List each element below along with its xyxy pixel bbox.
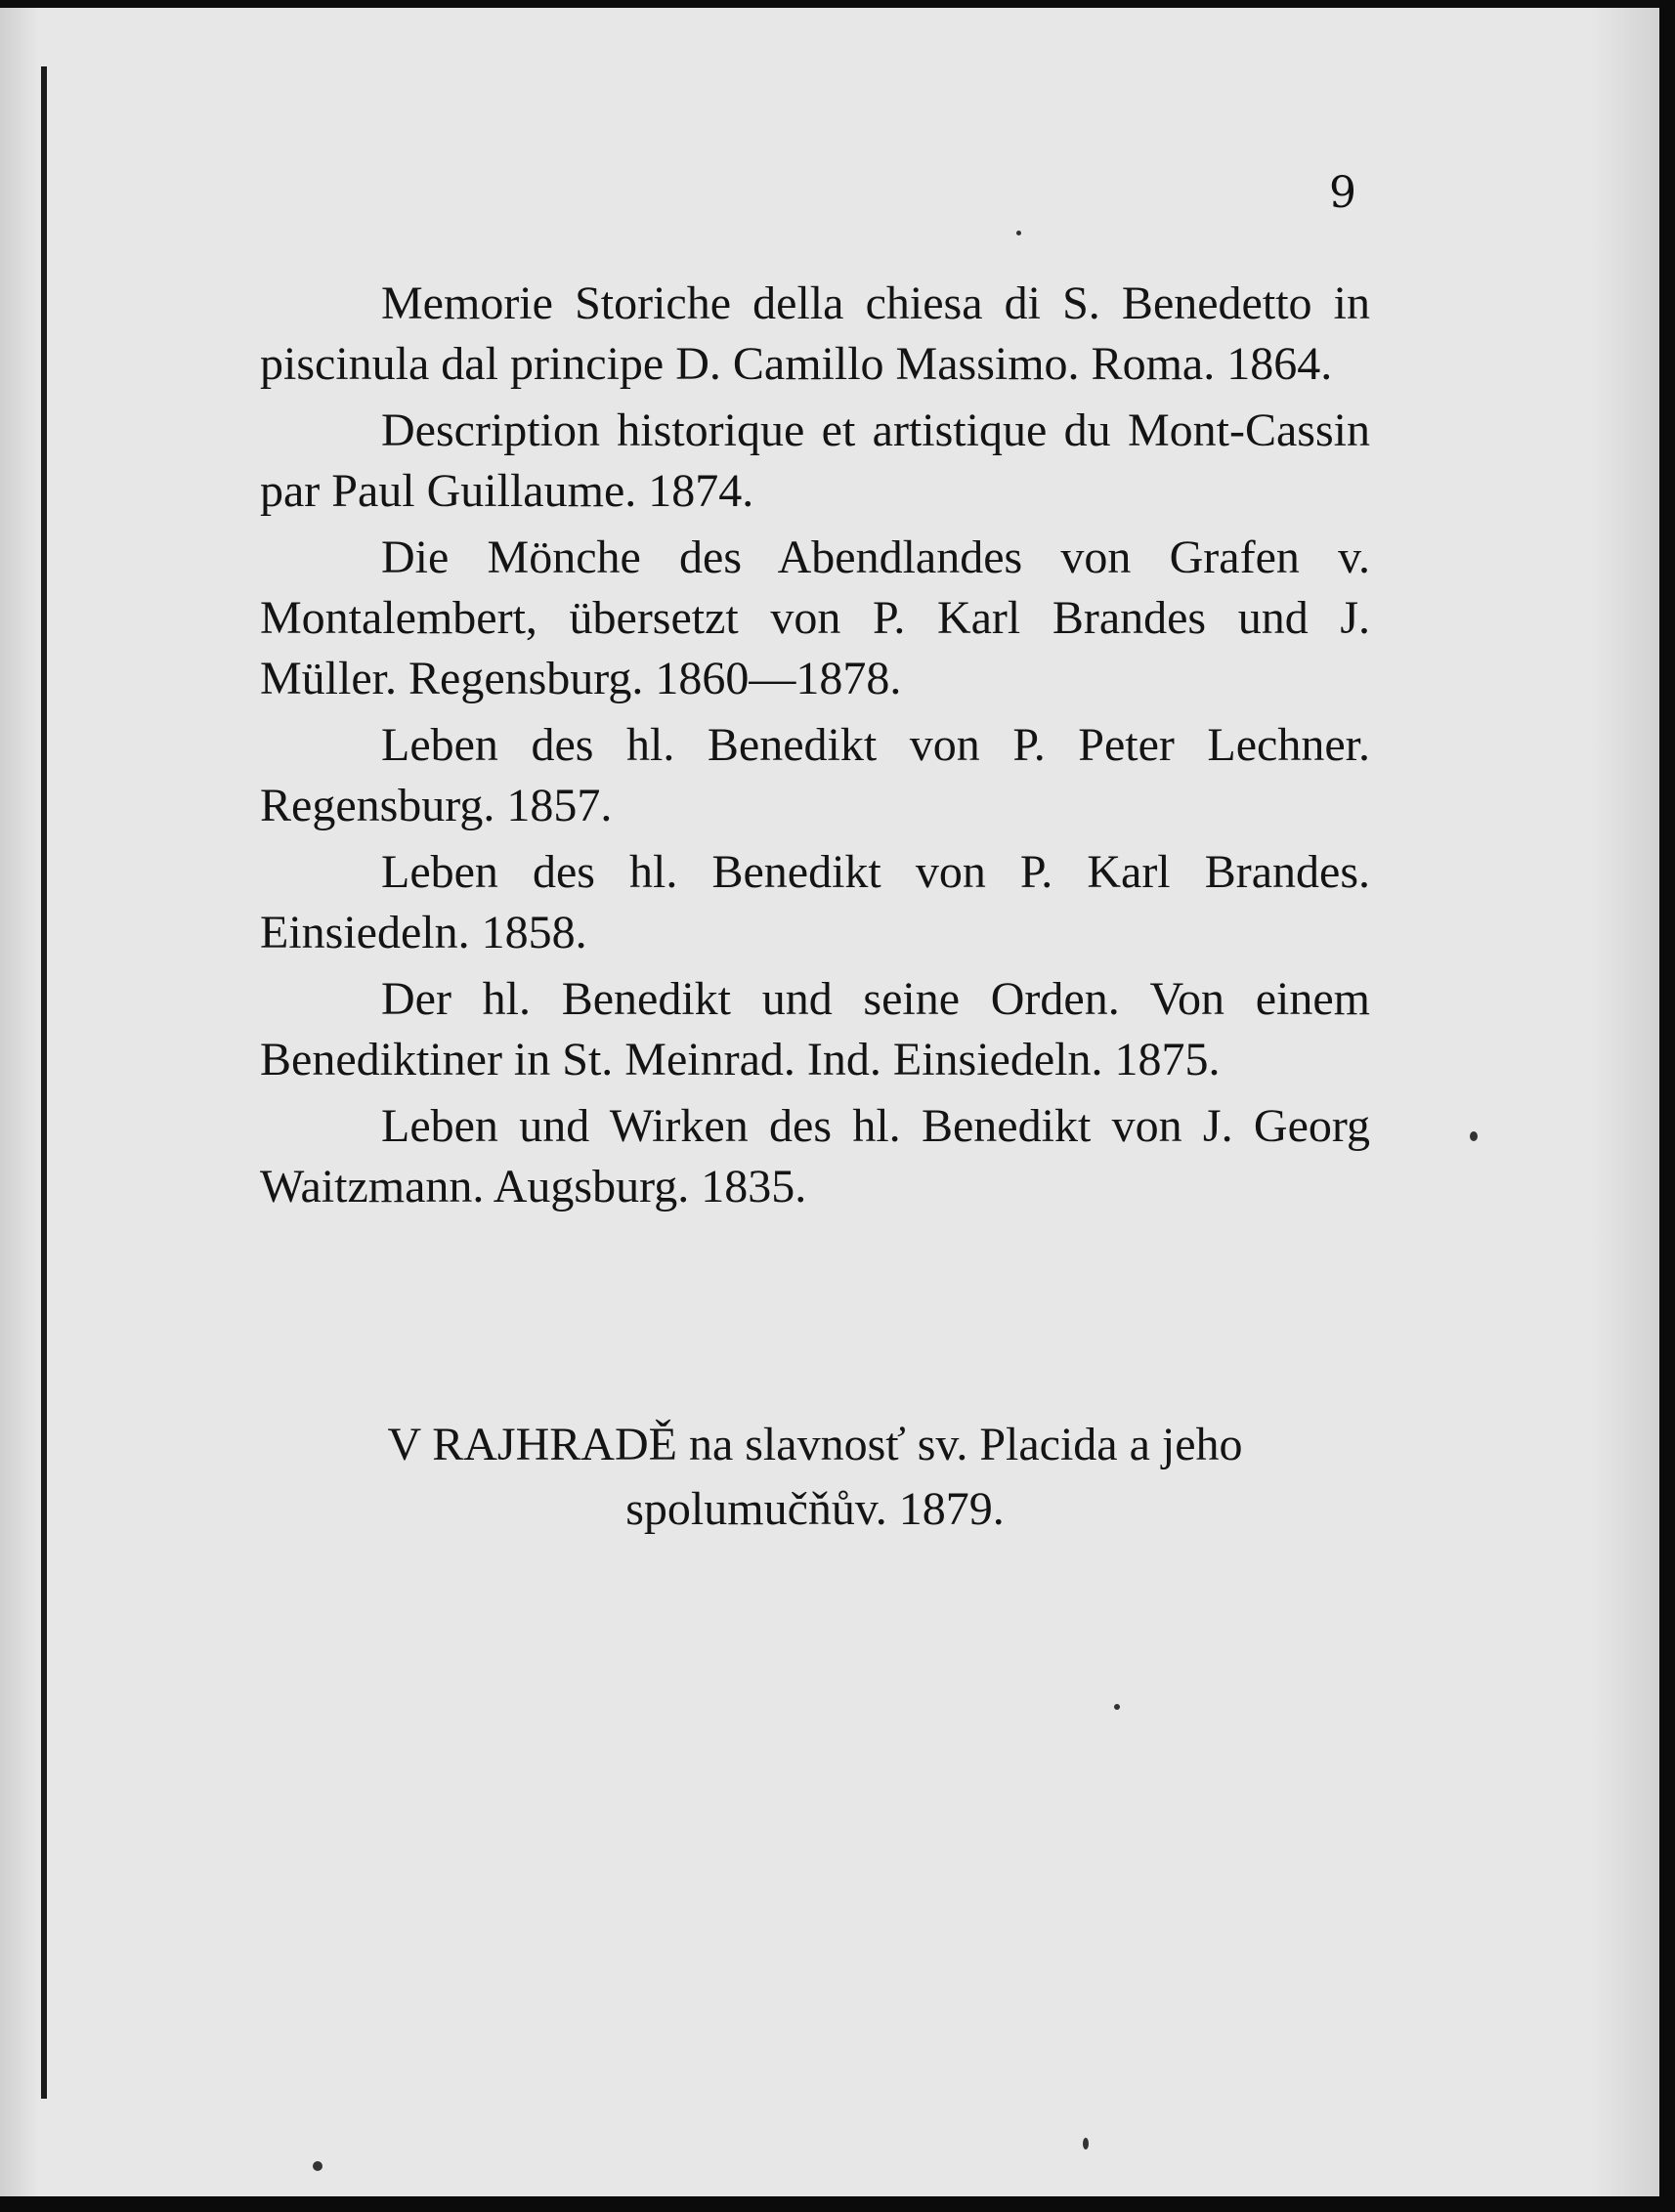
spine-shadow: [0, 8, 39, 2196]
binding-line: [41, 66, 47, 2099]
imprint-note: [260, 1413, 1370, 1542]
bibliography-list: [260, 274, 1370, 1223]
edge-shadow: [1591, 8, 1659, 2196]
paper-speck: [313, 2161, 322, 2171]
page-number: 9: [1329, 168, 1356, 218]
bibliography-entry: Die Mönche des Abendlandes von Grafen v. Montalembert, übersetzt von P. Karl Brandes und J. Müller. Regensburg. 1860—1878.: [260, 532, 1370, 704]
bibliography-entry: Leben des hl. Benedikt von P. Peter Lechner. Regensburg. 1857.: [260, 719, 1370, 831]
paper-speck: [1114, 1704, 1120, 1710]
imprint-line-1: V RAJHRADĚ na slavnosť sv. Placida a jeho: [387, 1419, 1243, 1470]
paper-speck: [1016, 231, 1021, 235]
bibliography-entry: Leben und Wirken des hl. Benedikt von J. Georg Waitzmann. Augsburg. 1835.: [260, 1100, 1370, 1212]
imprint-line-2: spolumučňův. 1879.: [625, 1483, 1005, 1535]
paper-speck: [1470, 1131, 1478, 1141]
bibliography-entry: Der hl. Benedikt und seine Orden. Von einem Benediktiner in St. Meinrad. Ind. Einsiedeln. 1875.: [260, 973, 1370, 1085]
paper-speck: [1083, 2138, 1089, 2149]
bibliography-entry: Leben des hl. Benedikt von P. Karl Brandes. Einsiedeln. 1858.: [260, 846, 1370, 958]
bibliography-entry: Memorie Storiche della chiesa di S. Benedetto in piscinula dal principe D. Camillo Massimo. Roma. 1864.: [260, 277, 1370, 390]
bibliography-entry: Description historique et artistique du Mont-Cassin par Paul Guillaume. 1874.: [260, 404, 1370, 517]
